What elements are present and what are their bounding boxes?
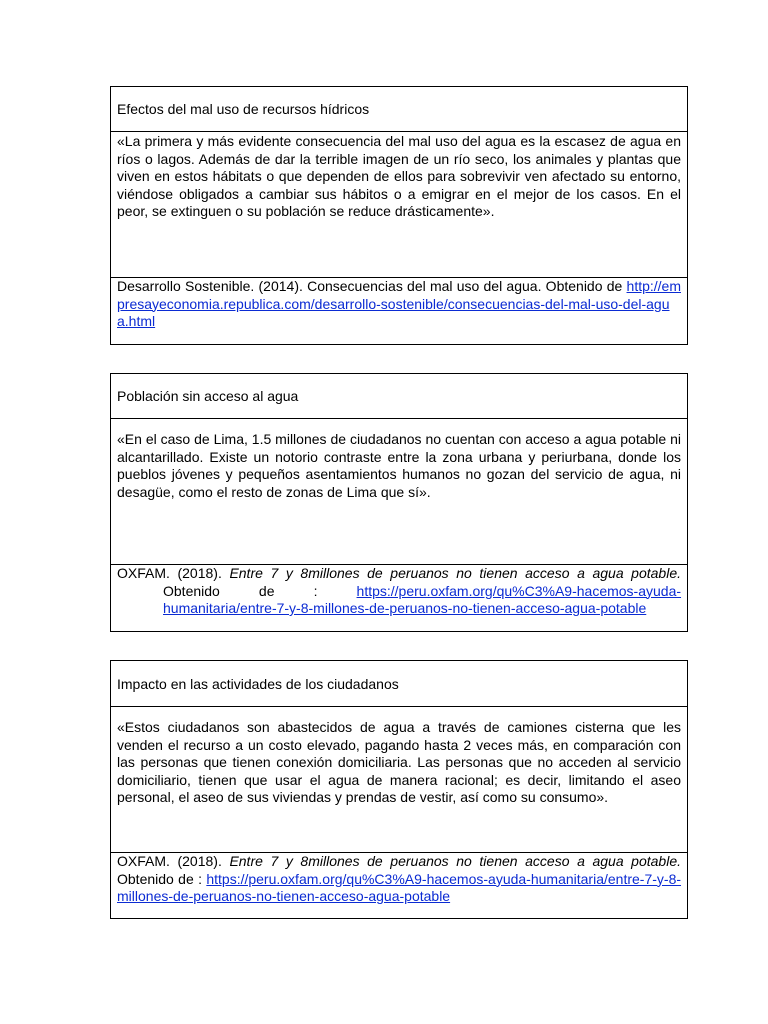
card-reference-row	[111, 565, 687, 631]
card-title-row	[111, 661, 687, 707]
reference-second-line	[163, 583, 681, 601]
card-quote: «En el caso de Lima, 1.5 millones de ciudadanos no cuentan con acceso a agua potable ni alcantarillado. Existe un notorio contraste entre la zona urbana y periurbana, donde los pueblos jóvenes y pequeños asentamientos humanos no gozan del servicio de agua, ni desagüe, como el resto de zonas de Lima que sí».	[117, 431, 681, 500]
card-quote-row	[111, 707, 687, 853]
reference-de: de	[258, 582, 275, 599]
reference-hanging	[117, 583, 681, 618]
reference-third-line	[163, 600, 681, 618]
reference-first-line	[117, 853, 681, 871]
card-title-row	[111, 87, 687, 132]
reference-link[interactable]: https://peru.oxfam.org/qu%C3%A9-hacemos-ayuda-	[356, 582, 682, 599]
reference-title: Entre 7 y 8millones de peruanos no tienen acceso a agua potable.	[229, 565, 682, 581]
reference-first-line	[117, 565, 681, 583]
citation-card-3	[110, 660, 688, 919]
reference-prefix: OXFAM. (2018).	[117, 853, 222, 869]
card-reference-row	[111, 853, 687, 918]
reference-prefix: OXFAM. (2018).	[117, 565, 222, 581]
card-quote: «La primera y más evidente consecuencia del mal uso del agua es la escasez de agua en ríos o lagos. Además de dar la terrible imagen de un río seco, los animales y plantas que viven en estos hábitats o que dependen de ellos para sobrevivir ven afectado su entorno, viéndose obligados a cambiar sus hábitos o a emigrar en el mejor de los casos. En el peor, se extinguen o su población se reduce drásticamente».	[117, 133, 681, 219]
reference-obtenido: Obtenido de :	[117, 870, 202, 887]
card-title-row	[111, 374, 687, 419]
reference-colon: :	[313, 582, 318, 599]
card-title: Impacto en las actividades de los ciudadanos	[117, 675, 399, 692]
reference-link-continued[interactable]: humanitaria/entre-7-y-8-millones-de-peruanos-no-tienen-acceso-agua-potable	[163, 600, 647, 616]
reference-obtenido: Obtenido	[163, 582, 220, 599]
reference-text: Desarrollo Sostenible. (2014). Consecuencias del mal uso del agua. Obtenido de	[117, 278, 623, 294]
card-quote-row	[111, 419, 687, 565]
card-quote: «Estos ciudadanos son abastecidos de agua a través de camiones cisterna que les venden el recurso a un costo elevado, pagando hasta 2 veces más, en comparación con las personas que tienen conexión domiciliaria. Las personas que no acceden al servicio domiciliario, tienen que usar el agua de manera racional; es decir, limitando el aseo personal, el aseo de sus viviendas y prendas de vestir, así como su consumo».	[117, 719, 681, 805]
citation-card-1	[110, 86, 688, 345]
card-title: Población sin acceso al agua	[117, 388, 299, 404]
card-title: Efectos del mal uso de recursos hídricos	[117, 101, 370, 117]
card-quote-row	[111, 132, 687, 278]
reference-link[interactable]: http://empresayeconomia.republica.com/desarrollo-sostenible/consecuencias-del-mal-uso-del-agua.html	[117, 278, 681, 329]
reference-title: Entre 7 y 8millones de peruanos no tienen acceso a agua potable.	[229, 853, 682, 869]
citation-card-2	[110, 373, 688, 632]
reference-link[interactable]: https://peru.oxfam.org/qu%C3%A9-hacemos-ayuda-humanitaria/entre-7-y-8-millones-de-peruanos-no-tienen-acceso-agua-potable	[117, 870, 682, 904]
card-reference-row	[111, 278, 687, 344]
